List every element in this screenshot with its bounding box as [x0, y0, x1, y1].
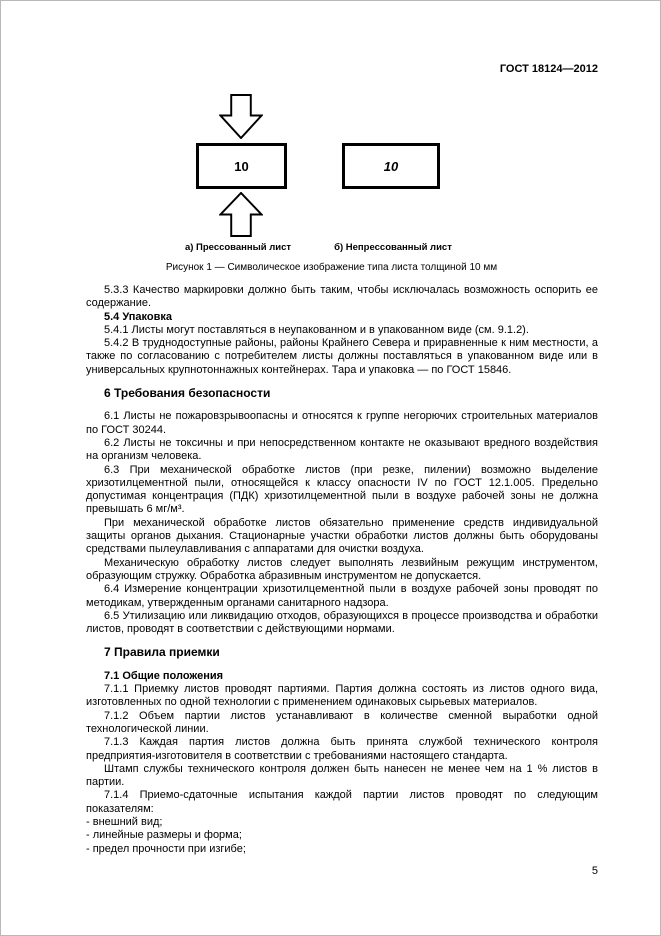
para-6-1: 6.1 Листы не пожаровзрывоопасны и относятся к группе негорючих строительных материалов по ГОСТ 30244. [86, 410, 598, 436]
press-arrow-down-icon [219, 94, 263, 139]
unpressed-sheet-rect [342, 143, 440, 189]
para-5-3-3: 5.3.3 Качество маркировки должно быть таким, чтобы исключалась возможность оспорить ее содержание. [86, 284, 598, 310]
para-7-1-3-continued: Штамп службы технического контроля должен быть нанесен не менее чем на 1 % листов в партии. [86, 762, 598, 789]
unpressed-sheet-thickness: 10 [383, 158, 399, 174]
figure-1 [1, 89, 661, 285]
list-item-bending-strength: - предел прочности при изгибе; [86, 842, 246, 855]
document-body [86, 284, 598, 856]
unpressed-sheet-label: б) Непрессованный лист [334, 242, 452, 253]
para-6-4: 6.4 Измерение концентрации хризотилцементной пыли в воздухе рабочей зоны проводят по методикам, утвержденным органами санитарного надзора. [86, 583, 598, 609]
figure-caption: Рисунок 1 — Символическое изображение типа листа толщиной 10 мм [165, 262, 498, 273]
para-5-4-1: 5.4.1 Листы могут поставляться в неупакованном и в упакованном виде (см. 9.1.2). [104, 323, 529, 336]
heading-section-6: 6 Требования безопасности [104, 386, 271, 401]
para-7-1-1: 7.1.1 Приемку листов проводят партиями. Партия должна состоять из листов одного вида, изготовленных по одной технологии с применением одинаковых сырьевых материалов. [86, 683, 598, 709]
page-number: 5 [591, 865, 598, 877]
list-item-appearance: - внешний вид; [86, 815, 163, 828]
para-6-2: 6.2 Листы не токсичны и при непосредственном контакте не оказывают вредного воздействия на организм человека. [86, 436, 598, 463]
pressed-sheet-rect [196, 143, 287, 189]
para-6-3: 6.3 При механической обработке листов (при резке, пилении) возможно выделение хризотилцементной пыли, относящейся к классу опасности IV по ГОСТ 12.1.005. Предельно допустимая концентрация (ПДК) хризотилцементной пыли в воздухе рабочей зоны не должна превышать 6 мг/м³. [86, 463, 598, 516]
para-6-5: 6.5 Утилизацию или ликвидацию отходов, образующихся в процессе производства и обработки листов, проводят в соответствии с действующими нормами. [86, 609, 598, 636]
pressed-sheet-thickness: 10 [234, 158, 249, 174]
list-item-dimensions: - линейные размеры и форма; [86, 829, 242, 842]
para-7-1-3: 7.1.3 Каждая партия листов должна быть принята службой технического контроля предприятия-изготовителя в соответствии с требованиями настоящего стандарта. [86, 736, 598, 762]
pressed-sheet-label: а) Прессованный лист [184, 242, 292, 253]
para-6-3-continued-1: При механической обработке листов обязательно применение средств индивидуальной защиты органов дыхания. Стационарные участки обработки листов должны быть оборудованы средствами пылеулавливания с аппаратами для очистки воздуха. [86, 516, 598, 556]
para-7-1-2: 7.1.2 Объем партии листов устанавливают в количестве сменной выработки одной технологической линии. [86, 709, 598, 735]
doc-number: ГОСТ 18124—2012 [499, 63, 598, 75]
heading-section-7: 7 Правила приемки [104, 645, 220, 660]
para-5-4-2: 5.4.2 В труднодоступные районы, районы Крайнего Севера и приравненные к ним местности, а также по согласованию с потребителем листы должны поставляться в упакованном виде или в универсальных крупнотоннажных контейнерах. Тара и упаковка — по ГОСТ 15846. [86, 337, 598, 376]
para-6-3-continued-2: Механическую обработку листов следует выполнять лезвийным режущим инструментом, образующим стружку. Обработка абразивным инструментом не допускается. [86, 556, 598, 582]
para-7-1-4: 7.1.4 Приемо-сдаточные испытания каждой партии листов проводят по следующим показателям: [86, 789, 598, 815]
subheading-7-1: 7.1 Общие положения [104, 669, 224, 682]
press-arrow-up-icon [219, 192, 263, 237]
subheading-5-4: 5.4 Упаковка [104, 310, 172, 323]
